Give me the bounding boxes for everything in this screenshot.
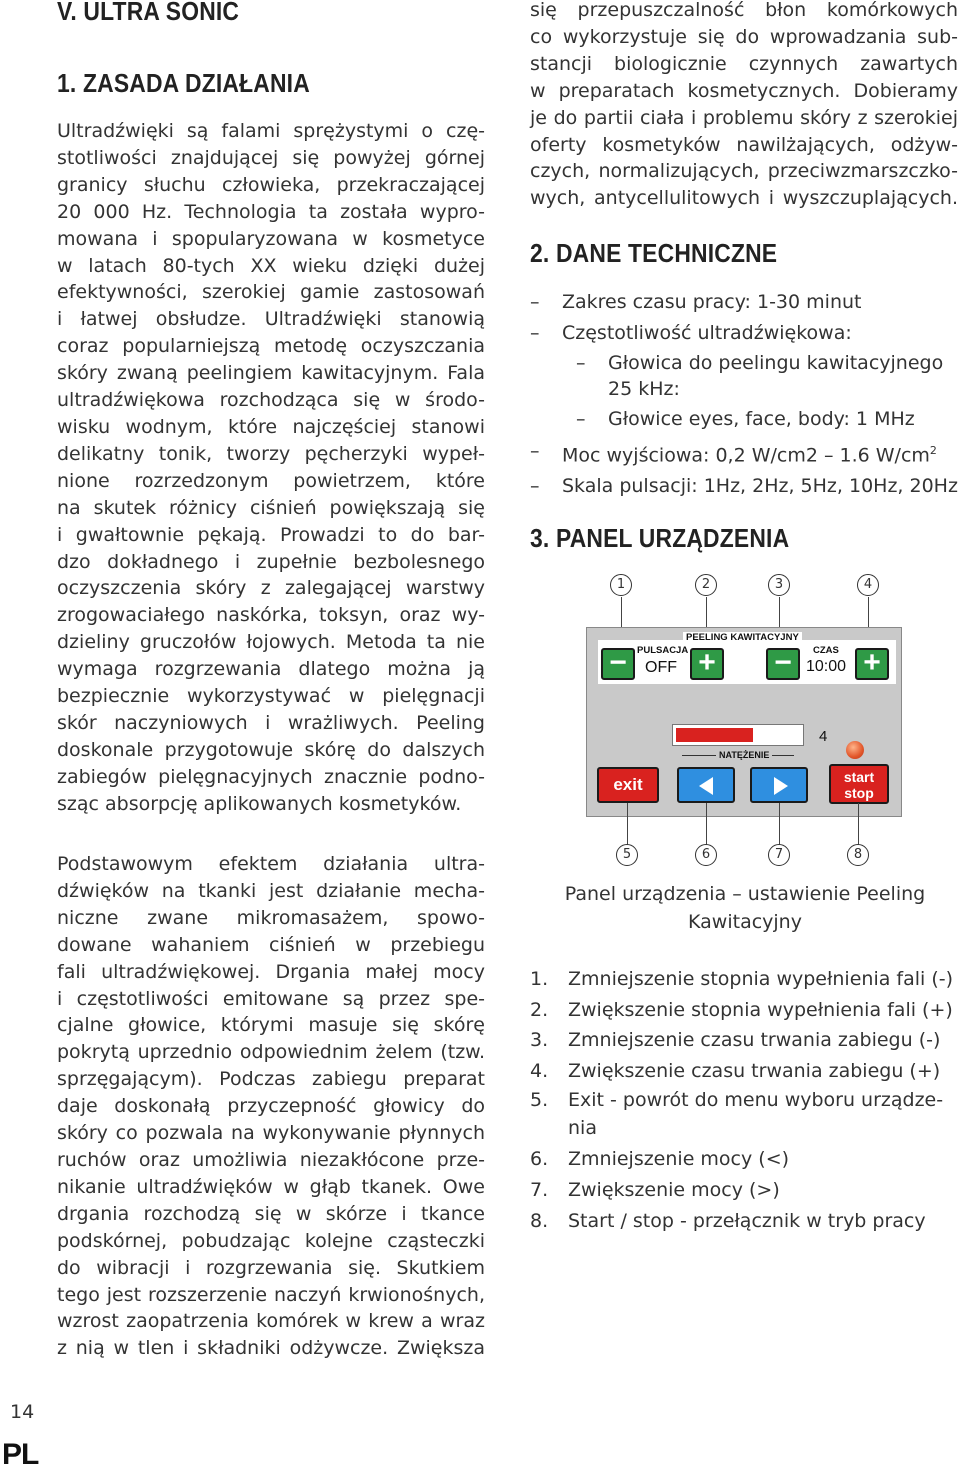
value-pulsacja: OFF <box>645 659 677 676</box>
list-item <box>530 1206 960 1237</box>
effects-line: niczne zwane mikromasażem, spowo- <box>57 906 485 929</box>
arrow-right-icon <box>774 777 788 795</box>
effects-line: cjalne głowice, którymi masuje się skórę <box>57 1014 485 1037</box>
callout-4: 4 <box>857 574 879 596</box>
intro-line: delikatny tonik, tworzy pęcherzyki wypeł- <box>57 442 485 465</box>
heading-dane-techniczne: 2. DANE TECHNICZNE <box>530 238 778 268</box>
leader-line-5 <box>627 803 628 845</box>
paragraph-effects <box>57 851 485 1362</box>
spec-work-time: – Zakres czasu pracy: 1-30 minut <box>530 287 960 318</box>
intro-line: bezpiecznie wykorzystywać w pielęgnacji <box>57 685 485 708</box>
list-item-text: Exit - powrót do menu wyboru urządze- <box>568 1089 944 1112</box>
intro-line: coraz popularniejszą metodę oczyszczania <box>57 335 485 358</box>
effects-line: pokrytą uprzednio odpowiednim żelem (tzw. <box>57 1041 485 1064</box>
spec-output-power-sup: 2 <box>929 444 937 458</box>
panel-function-list <box>530 964 960 1236</box>
callout-2: 2 <box>695 574 717 596</box>
list-item <box>530 1086 960 1142</box>
effects-line: z nią w tlen i składniki odżywcze. Zwiększa <box>57 1337 485 1360</box>
label-natezenie: NATĘŻENIE <box>716 750 772 760</box>
intro-line: sząc absorpcję aplikowanych kosmetyków. <box>57 792 462 815</box>
effects-line: ruchów oraz umożliwia niezakłócone prze- <box>57 1148 485 1171</box>
paragraph-intro <box>57 118 485 818</box>
continued-line: czych, normalizujących, przeciwzmarszczko- <box>530 160 958 183</box>
leader-line-6 <box>706 803 707 845</box>
callout-7: 7 <box>768 844 790 866</box>
tech-spec-list <box>530 287 960 502</box>
effects-line: drgania rozchodzą się w skórze i tkance <box>57 1202 485 1225</box>
panel-caption <box>545 881 945 936</box>
heading-zasada-dzialania: 1. ZASADA DZIAŁANIA <box>57 68 310 98</box>
intensity-value: 4 <box>819 728 828 745</box>
continued-line: co wykorzystuje się do wprowadzania sub- <box>530 25 958 48</box>
list-item-number: 5. <box>530 1089 549 1112</box>
intro-line: granicy słuchu człowieka, przekraczającej <box>57 173 485 196</box>
list-item-number: 6. <box>530 1148 549 1171</box>
intro-line: dzo dokładnego i zupełnie bezbolesnego <box>57 550 485 573</box>
indicator-lamp <box>846 741 864 759</box>
list-item-number: 3. <box>530 1029 549 1052</box>
leader-line-7 <box>779 803 780 845</box>
list-item <box>530 1175 960 1206</box>
caption-line-2: Kawitacyjny <box>688 910 802 933</box>
continued-line: wych, antycellulitowych i wyszczuplających. <box>530 187 958 210</box>
leader-line-8 <box>858 803 859 845</box>
language-label: PL <box>2 1438 39 1471</box>
start-label: start <box>843 769 875 785</box>
list-item <box>530 1144 960 1175</box>
intro-line: doskonale przygotowuje skórę do dalszych <box>57 738 485 761</box>
time-increase-button[interactable]: + <box>855 648 889 680</box>
power-decrease-button[interactable] <box>677 767 735 803</box>
effects-line: dźwięków na tkanki jest działanie mecha- <box>57 879 485 902</box>
intro-line: stotliwości znajdującej się powyżej górnej <box>57 146 485 169</box>
intro-line: wisku wodnym, które najczęściej stanowi <box>57 415 485 438</box>
continued-line: oferty kosmetyków nawilżających, odżyw- <box>530 133 958 156</box>
exit-button[interactable]: exit <box>597 767 659 803</box>
time-decrease-button[interactable]: − <box>766 648 800 680</box>
continued-line: się przepuszczalność błon komórkowych <box>530 0 958 21</box>
intro-line: skóry zwaną peelingiem kawitacyjnym. Fala <box>57 362 485 385</box>
callout-6: 6 <box>695 844 717 866</box>
section-title: V. ULTRA SONIC <box>57 0 240 26</box>
intro-line: Ultradźwięki są falami sprężystymi o czę- <box>57 120 485 142</box>
list-item-text: Zwiększenie mocy (>) <box>568 1178 780 1201</box>
effects-line: dowane wahaniem ciśnień w przebiegu <box>57 933 485 956</box>
intro-line: i łatwej obsłudze. Ultradźwięki stanowią <box>57 308 485 331</box>
arrow-left-icon <box>699 777 713 795</box>
list-item-text: Zmniejszenie mocy (<) <box>568 1148 790 1171</box>
intro-line: wymaga rozgrzewania dlatego można ją <box>57 658 485 681</box>
list-item-text: Zwiększenie czasu trwania zabiegu (+) <box>568 1059 941 1082</box>
effects-line: fali ultradźwiękowej. Drgania małej mocy <box>57 960 485 983</box>
list-item-number: 4. <box>530 1059 549 1082</box>
list-item-text: Zmniejszenie czasu trwania zabiegu (-) <box>568 1029 941 1052</box>
spec-peeling-head-name: Głowica do peelingu kawitacyjnego <box>608 352 944 375</box>
effects-line: podskórnej, pobudzając kolejne cząsteczki <box>57 1229 485 1252</box>
callout-3: 3 <box>768 574 790 596</box>
list-item <box>530 995 960 1026</box>
page-number: 14 <box>10 1401 35 1423</box>
callout-8: 8 <box>847 844 869 866</box>
effects-line: do wibracji i rozgrzewania się. Skutkiem <box>57 1256 485 1279</box>
label-peeling-kawitacyjny: PEELING KAWITACYJNY <box>683 632 802 643</box>
pulse-increase-button[interactable]: + <box>690 648 724 680</box>
spec-output-power-text: Moc wyjściowa: 0,2 W/cm2 – 1.6 W/cm <box>562 444 930 467</box>
intro-line: oczyszczenia skóry z zalegającej warstwy <box>57 577 485 600</box>
list-item-text-continued: nia <box>568 1117 597 1140</box>
list-item <box>530 1025 960 1056</box>
list-item-text: Zwiększenie stopnia wypełnienia fali (+) <box>568 998 953 1021</box>
spec-pulse-scale: – Skala pulsacji: 1Hz, 2Hz, 5Hz, 10Hz, 20Hz <box>530 471 960 502</box>
intro-line: mowana i spopularyzowana w kosmetyce <box>57 227 485 250</box>
list-item-number: 7. <box>530 1178 549 1201</box>
spec-frequency: – Częstotliwość ultradźwiękowa: <box>530 318 960 349</box>
continued-line: stancji biologicznie czynnych zawartych <box>530 52 958 75</box>
intro-line: efektywności, szerokiej gamie zastosowań <box>57 281 485 304</box>
spec-output-power <box>530 436 960 471</box>
list-item-number: 1. <box>530 968 549 990</box>
stop-label: stop <box>844 785 874 801</box>
intro-line: na skutek różnicy ciśnień powiększają się <box>57 496 485 519</box>
spec-peeling-head-freq: 25 kHz: <box>608 378 680 401</box>
intro-line: ultradźwiękowa rozchodząca się w środo- <box>57 389 485 412</box>
intensity-bar-fill <box>676 728 753 742</box>
label-czas: CZAS <box>813 645 839 656</box>
effects-line: nikanie ultradźwięków w głąb tkanek. Owe <box>57 1175 485 1198</box>
pulse-decrease-button[interactable]: − <box>601 648 635 680</box>
power-increase-button[interactable] <box>750 767 808 803</box>
caption-line-1: Panel urządzenia – ustawienie Peeling <box>564 883 926 905</box>
intro-line: zabiegów pielęgnacyjnych znacznie podno- <box>57 765 485 788</box>
spec-peeling-head <box>530 350 960 402</box>
intro-line: nione rozrzedzonym powietrzem, które <box>57 469 485 492</box>
intro-line: i gwałtownie pękają. Prowadzi to do bar- <box>57 523 485 546</box>
effects-line: Podstawowym efektem działania ultra- <box>57 853 485 875</box>
list-item-text: Start / stop - przełącznik w tryb pracy <box>568 1209 926 1232</box>
intro-line: skór naczyniowych i wrażliwych. Peeling <box>57 711 485 734</box>
list-item-text: Zmniejszenie stopnia wypełnienia fali (-) <box>568 968 954 990</box>
callout-1: 1 <box>610 574 632 596</box>
effects-line: skóry co pozwala na wykonywanie płynnych <box>57 1122 485 1145</box>
effects-line: wzrost zaopatrzenia komórek w krew a wraz <box>57 1310 485 1333</box>
effects-line: tego jest rozszerzenie naczyń krwionośnych, <box>57 1283 485 1306</box>
paragraph-continued <box>530 0 958 212</box>
intro-line: w latach 80-tych XX wieku dzięki dużej <box>57 254 485 277</box>
continued-line: w preparatach kosmetycznych. Dobieramy <box>530 79 958 102</box>
list-item-number: 2. <box>530 998 549 1021</box>
intensity-bar <box>672 724 804 746</box>
list-item <box>530 964 960 995</box>
label-pulsacja: PULSACJA <box>637 645 689 656</box>
intro-line: dzieliny gruczołów łojowych. Metoda ta nie <box>57 631 485 654</box>
callout-5: 5 <box>616 844 638 866</box>
heading-panel-urzadzenia: 3. PANEL URZĄDZENIA <box>530 523 790 553</box>
intro-line: zrogowaciałego naskórka, toksyn, oraz wy- <box>57 604 485 627</box>
effects-line: sprzęgającym). Podczas zabiegu preparat <box>57 1068 485 1091</box>
spec-heads: – Głowice eyes, face, body: 1 MHz <box>530 406 960 432</box>
start-stop-button[interactable] <box>829 764 889 804</box>
effects-line: i częstotliwości emitowane są przez spe- <box>57 987 485 1010</box>
intro-line: 20 000 Hz. Technologia ta została wypro- <box>57 200 485 223</box>
continued-line: je do partii ciała i problemu skóry z szerokiej <box>530 106 958 129</box>
value-czas: 10:00 <box>806 658 847 675</box>
effects-line: daje doskonałą przyczepność głowicy do <box>57 1095 485 1118</box>
list-item <box>530 1056 960 1087</box>
list-item-number: 8. <box>530 1209 549 1232</box>
